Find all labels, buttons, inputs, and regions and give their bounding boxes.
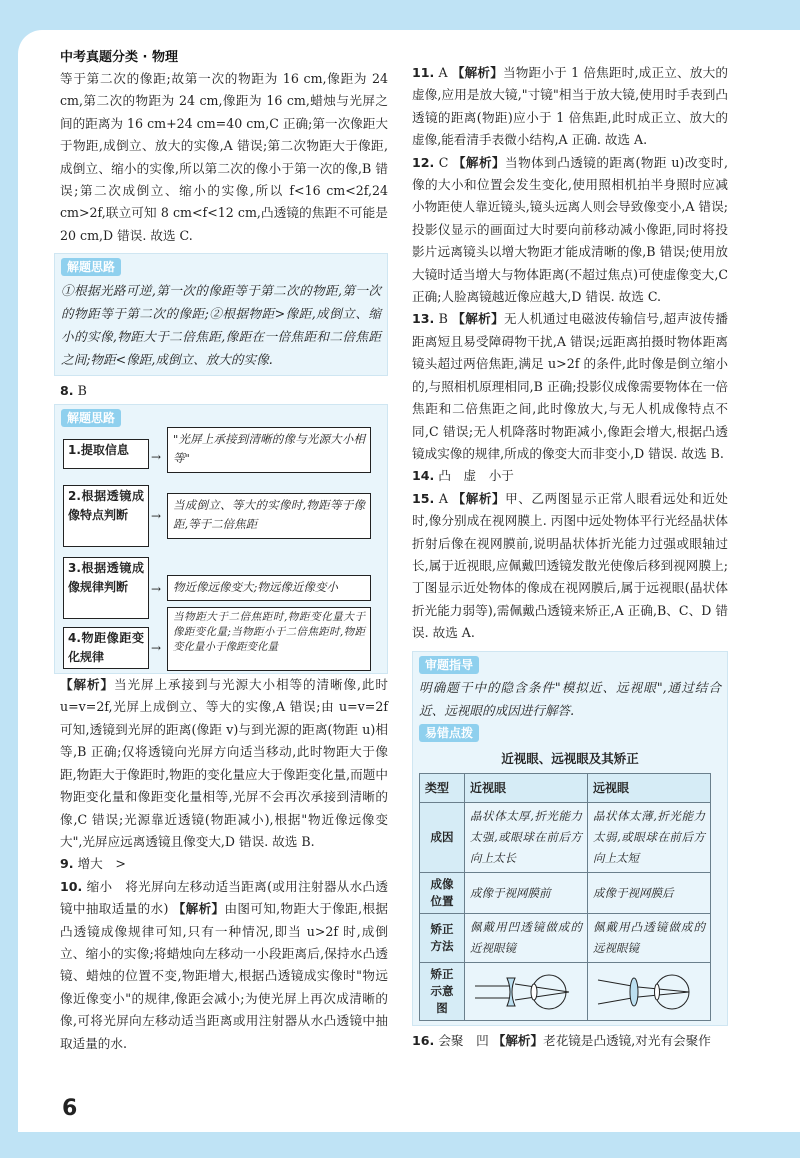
table-row: [420, 803, 711, 873]
q14-answer-line: [412, 465, 728, 487]
flowchart: [54, 404, 388, 674]
q16-block: [412, 1030, 728, 1052]
analysis-tag: 【解析】: [452, 154, 506, 170]
flow-step-2: 2.根据透镜成像特点判断: [63, 485, 149, 547]
flow-step-4: 4.物距像距变化规律: [63, 627, 149, 669]
running-header: 中考真题分类 · 物理: [60, 50, 178, 65]
q15-block: [412, 488, 728, 645]
comparison-table: [419, 773, 711, 1021]
analysis-tag: 【解析】: [172, 901, 225, 917]
right-column: [412, 62, 728, 1053]
question-number: 8.: [60, 382, 74, 398]
table-cell: 佩戴用凹透镜做成的近视眼镜: [465, 914, 588, 963]
box-label: 易错点拨: [419, 724, 479, 742]
answer: 会聚 凹: [438, 1033, 489, 1049]
question-number: 9.: [60, 856, 74, 872]
question-number: 16.: [412, 1033, 435, 1049]
answer: 凸 虚 小于: [438, 468, 514, 484]
box-label: 解题思路: [61, 258, 121, 276]
answer: B: [438, 311, 448, 327]
flow-result-4: 当物距大于二倍焦距时,物距变化量大于像距变化量;当物距小于二倍焦距时,物距变化量小于像距变化量: [167, 607, 371, 671]
table-cell: [465, 963, 588, 1021]
question-number: 10.: [60, 878, 83, 894]
analysis-tag: 【解析】: [492, 1033, 544, 1049]
flow-step-1: 1.提取信息: [63, 439, 149, 469]
arrow-icon: →: [151, 450, 162, 465]
q13-block: [412, 308, 728, 465]
question-number: 12.: [412, 154, 435, 170]
row-header: 成像位置: [420, 873, 465, 914]
myopia-correction-diagram-icon: [471, 972, 581, 1012]
question-number: 11.: [412, 65, 435, 80]
table-row: [420, 914, 711, 963]
analysis-text: 甲、乙两图显示正常人眼看远处和近处时,像分别成在视网膜上. 丙图中远处物体平行光经晶状体折射后像在视网膜前,说明晶状体折光能力过强或眼轴过长,属于近视眼,应佩戴凹透镜发散光使像后移到视网膜上;丁图显示近处物体的像成在视网膜后,属于远视眼(晶状体折光能力弱等),需佩戴凸透镜来矫正,A 正确,B、C、D 错误. 故选 A.: [412, 490, 729, 641]
analysis-text: 当光屏上承接到与光源大小相等的清晰像,此时 u=v=2f,光屏上成倒立、等大的实像,A 错误;由 u=v=2f 可知,透镜到光屏的距离(像距 v)与到光源的距离(物距 u)相等,B 正确;仅将透镜向光屏方向适当移动,此时物距大于像距,物距大于像距时,物距的变化量应大于像距变化量,而题中物距变化量和像距变化量相等,光屏不会再次承接到清晰的像,C 错误;光源靠近透镜(物距减小),根据"物近像远像变大",光屏应远离透镜且像变大,D 错误. 故选 B.: [60, 677, 388, 849]
table-header: 类型: [420, 773, 465, 802]
question-number: 14.: [412, 468, 435, 484]
analysis-text: 老花镜是凸透镜,对光有会聚作: [543, 1033, 711, 1049]
box-label: 解题思路: [61, 409, 121, 427]
arrow-icon: →: [151, 582, 162, 597]
answer: 增大 >: [77, 856, 126, 872]
q11-block: [412, 62, 728, 152]
row-header: 矫正示意图: [420, 963, 465, 1021]
arrow-icon: →: [151, 641, 162, 656]
q12-block: [412, 152, 728, 309]
row-header: 成因: [420, 803, 465, 873]
analysis-text: 当物体到凸透镜的距离(物距 u)改变时,像的大小和位置会发生变化,使用照相机拍半身照时应减小物距使人靠近镜头,镜头远离人则会导致像变小,A 错误;投影仪显示的画面过大时要向前移动减小像距,同时将投影片远离镜头以增大物距才能成清晰的像,B 错误;使用放大镜时适当增大与物体距离(不超过焦点)可使虚像变大,C 正确;人脸离镜越近像应越大,D 错误. 故选 C.: [412, 154, 728, 305]
table-header: 远视眼: [588, 773, 711, 802]
analysis-text: 无人机通过电磁波传输信号,超声波传播距离短且易受障碍物干扰,A 错误;远距离拍摄时物体距离镜头超过两倍焦距,满足 u>2f 的条件,此时像是倒立缩小的,与照相机原理相同,B 正确;投影仪成像需要物体在一倍焦距和二倍焦距之间,此时像放大,与无人机成像特点不同,C 错误;无人机降落时物距减小,像距会增大,根据凸透镜成实像的规律,所成的像变大而非变小,D 错误. 故选 B.: [412, 311, 728, 461]
left-column: [60, 68, 388, 1055]
flow-result-3: 物近像远像变大;物远像近像变小: [167, 575, 371, 601]
question-number: 13.: [412, 311, 435, 327]
row-header: 矫正方法: [420, 914, 465, 963]
table-cell: [588, 963, 711, 1021]
table-header: 近视眼: [465, 773, 588, 802]
table-cell: 佩戴用凸透镜做成的远视眼镜: [588, 914, 711, 963]
table-row: [420, 963, 711, 1021]
box-text: ①根据光路可逆,第一次的像距等于第二次的物距,第一次的物距等于第二次的像距;②根据物距>像距,成倒立、缩小的实像,物距大于二倍焦距,像距在一倍焦距和二倍焦距之间;物距<像距,成倒立、放大的实像.: [61, 282, 381, 367]
answer: C: [438, 154, 449, 170]
table-cell: 成像于视网膜后: [588, 873, 711, 914]
table-header-row: [420, 773, 711, 802]
answer: B: [77, 382, 87, 398]
page-number: 6: [62, 1096, 78, 1121]
question-number: 15.: [412, 490, 435, 506]
solution-idea-box-1: [54, 253, 388, 375]
box-label: 审题指导: [419, 656, 479, 674]
analysis-tag: 【解析】: [60, 677, 114, 693]
analysis-tag: 【解析】: [451, 65, 503, 80]
table-cell: 晶状体太厚,折光能力太强,或眼球在前后方向上太长: [465, 803, 588, 873]
flow-result-2: 当成倒立、等大的实像时,物距等于像距,等于二倍焦距: [167, 493, 371, 539]
flow-step-3: 3.根据透镜成像规律判断: [63, 557, 149, 619]
hyperopia-correction-diagram-icon: [594, 972, 704, 1012]
q8-answer-line: [60, 380, 388, 402]
box-text: 明确题干中的隐含条件"模拟近、远视眼",通过结合近、远视眼的成因进行解答.: [419, 679, 721, 718]
answer: 缩小 将光屏向左移动适当距离(或用注射器从水凸透镜中抽取适量的水): [60, 878, 388, 917]
answer: A: [438, 490, 448, 506]
q9-answer-line: [60, 853, 388, 875]
answer: A: [438, 65, 448, 80]
analysis-text: 当物距小于 1 倍焦距时,成正立、放大的虚像,应用是放大镜,"寸镜"相当于放大镜,使用时手表到凸透镜的距离(物距)应小于 1 倍焦距,此时成正立、放大的虚像,能看清手表微小结构,A 正确. 故选 A.: [412, 65, 728, 148]
analysis-tag: 【解析】: [452, 490, 506, 506]
arrow-icon: →: [151, 509, 162, 524]
analysis-text: 由图可知,物距大于像距,根据凸透镜成像规律可知,只有一种情况,即当 u>2f 时,成倒立、缩小的实像;将蜡烛向左移动一小段距离后,保持水凸透镜、蜡烛的位置不变,物距增大,根据凸透镜成实像时"物远像近像变小"的规律,像距会减小;为使光屏上再次成清晰的像,可将光屏向左移动适当距离或用注射器从水凸透镜中抽取适量的水.: [60, 901, 388, 1051]
q8-analysis: [60, 674, 388, 853]
q7-continuation: 等于第二次的像距;故第一次的物距为 16 cm,像距为 24 cm,第二次的物距为 24 cm,像距为 16 cm,蜡烛与光屏之间的距离为 16 cm+24 cm=40 cm,C 正确;第一次像距大于物距,成倒立、放大的实像,A 错误;第二次物距大于像距,成倒立、缩小的实像,所以第二次的像小于第一次的像,B 错误;第二次成倒立、缩小的实像,所以 f<16 cm<2f,24 cm>2f,联立可知 8 cm<f<12 cm,凸透镜的焦距不可能是 20 cm,D 错误. 故选 C.: [60, 71, 388, 243]
table-title: 近视眼、远视眼及其矫正: [501, 751, 639, 767]
review-guide-box: [412, 651, 728, 1027]
table-cell: 成像于视网膜前: [465, 873, 588, 914]
analysis-tag: 【解析】: [452, 311, 505, 327]
flow-result-1: "光屏上承接到清晰的像与光源大小相等": [167, 427, 371, 473]
q10-block: [60, 876, 388, 1055]
table-cell: 晶状体太薄,折光能力太弱,或眼球在前后方向上太短: [588, 803, 711, 873]
table-row: [420, 873, 711, 914]
